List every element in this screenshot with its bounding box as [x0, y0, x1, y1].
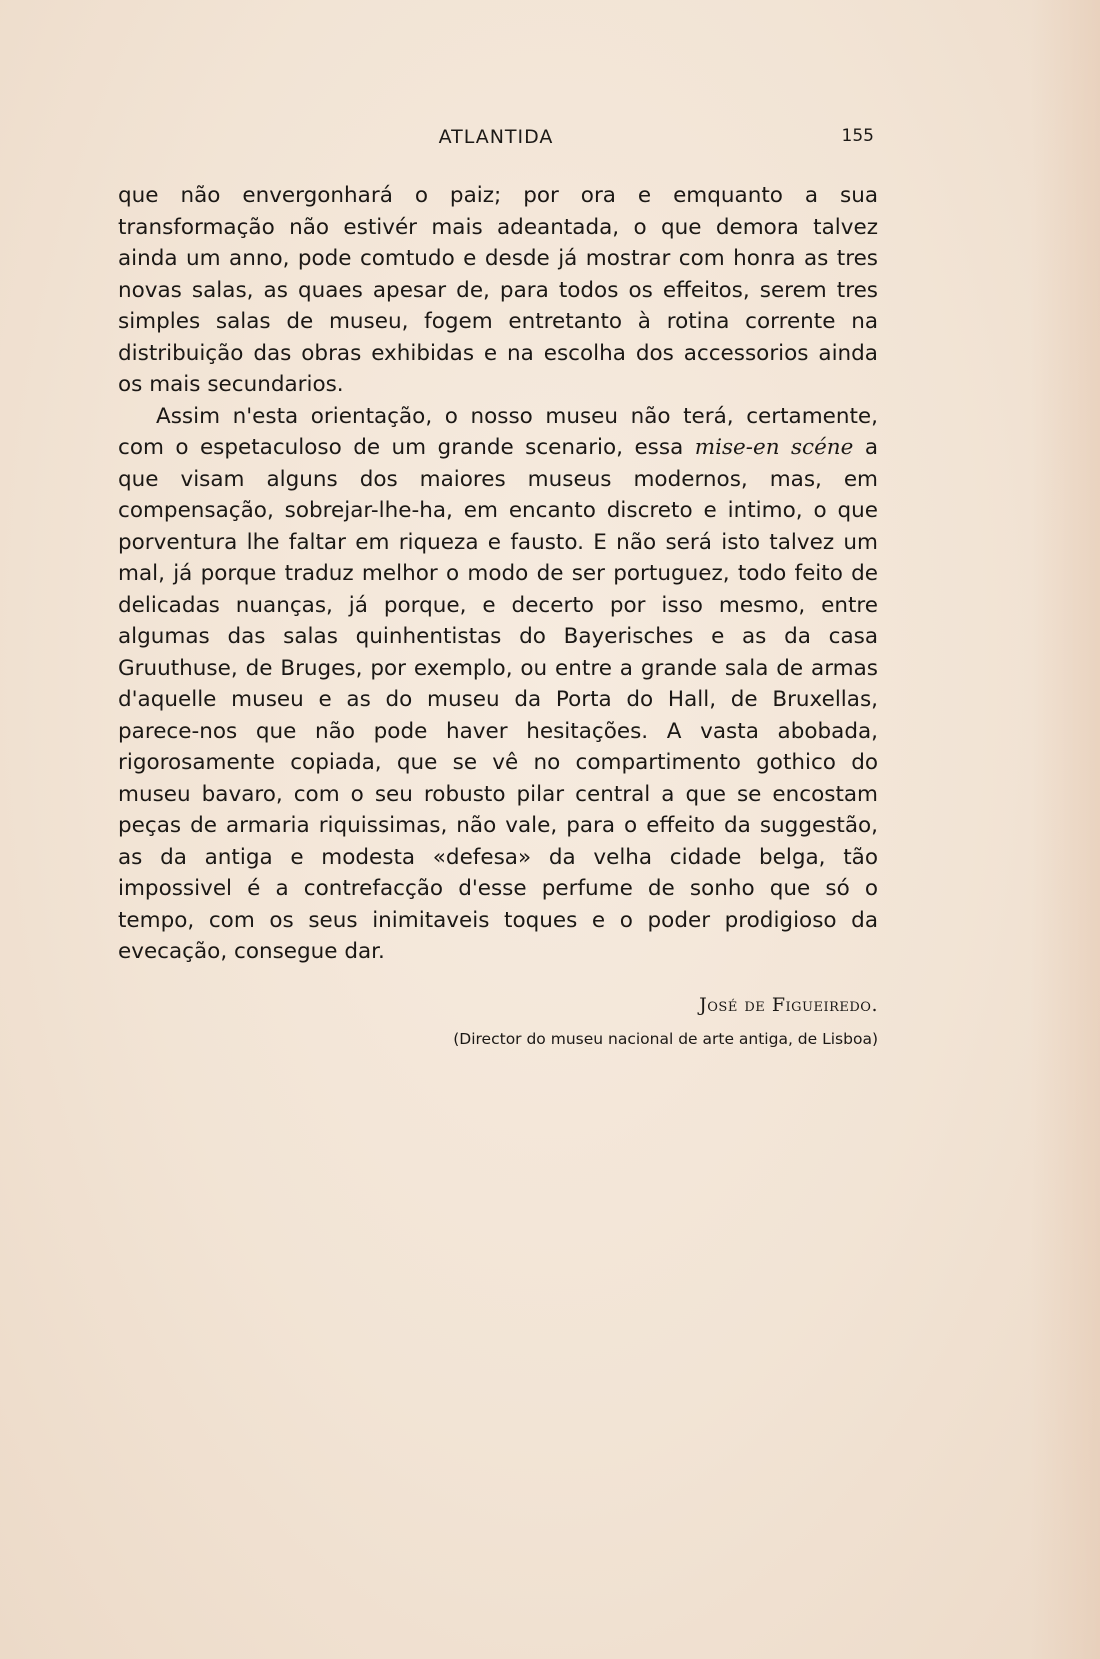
- page-number: 155: [841, 126, 874, 146]
- page-header: [118, 118, 874, 158]
- paragraph-2-text-start: Assim n'esta orientação, o nosso museu não terá, certamente, com o espetaculoso de um grande scenario, essa: [118, 403, 878, 460]
- running-title: ATLANTIDA: [438, 126, 554, 148]
- author-affiliation: (Director do museu nacional de arte antiga, de Lisboa): [453, 1030, 878, 1048]
- author-signature: José de Figueiredo.: [699, 994, 878, 1016]
- paragraph-2-italic-phrase: mise-en scéne: [694, 435, 854, 460]
- paragraph-2: [118, 401, 878, 968]
- paragraph-1: que não envergonhará o paiz; por ora e emquanto a sua transformação não estivér mais adeantada, o que demora talvez ainda um anno, pode comtudo e desde já mostrar com honra as tres novas salas, as quaes apesar de, para todos os effeitos, serem tres simples salas de museu, fogem entretanto à rotina corrente na distribuição das obras exhibidas e na escolha dos accessorios ainda os mais secundarios.: [118, 183, 878, 397]
- paragraph-2-text-end: a que visam alguns dos maiores museus modernos, mas, em compensação, sobrejar-lhe-ha, em encanto discreto e intimo, o que porventura lhe faltar em riqueza e fausto. E não será isto talvez um mal, já porque traduz melhor o modo de ser portuguez, todo feito de delicadas nuanças, já porque, e decerto por isso mesmo, entre algumas das salas quinhentistas do Bayerisches e as da casa Gruuthuse, de Bruges, por exemplo, ou entre a grande sala de armas d'aquelle museu e as do museu da Porta do Hall, de Bruxellas, parece-nos que não pode haver hesitações. A vasta abobada, rigorosamente copiada, que se vê no compartimento gothico do museu bavaro, com o seu robusto pilar central a que se encostam peças de armaria riquissimas, não vale, para o effeito da suggestão, as da antiga e modesta «defesa» da velha cidade belga, tão impossivel é a contrefacção d'esse perfume de sonho que só o tempo, com os seus inimitaveis toques e o poder prodigioso da evecação, consegue dar.: [118, 435, 878, 964]
- body-text: [118, 180, 878, 968]
